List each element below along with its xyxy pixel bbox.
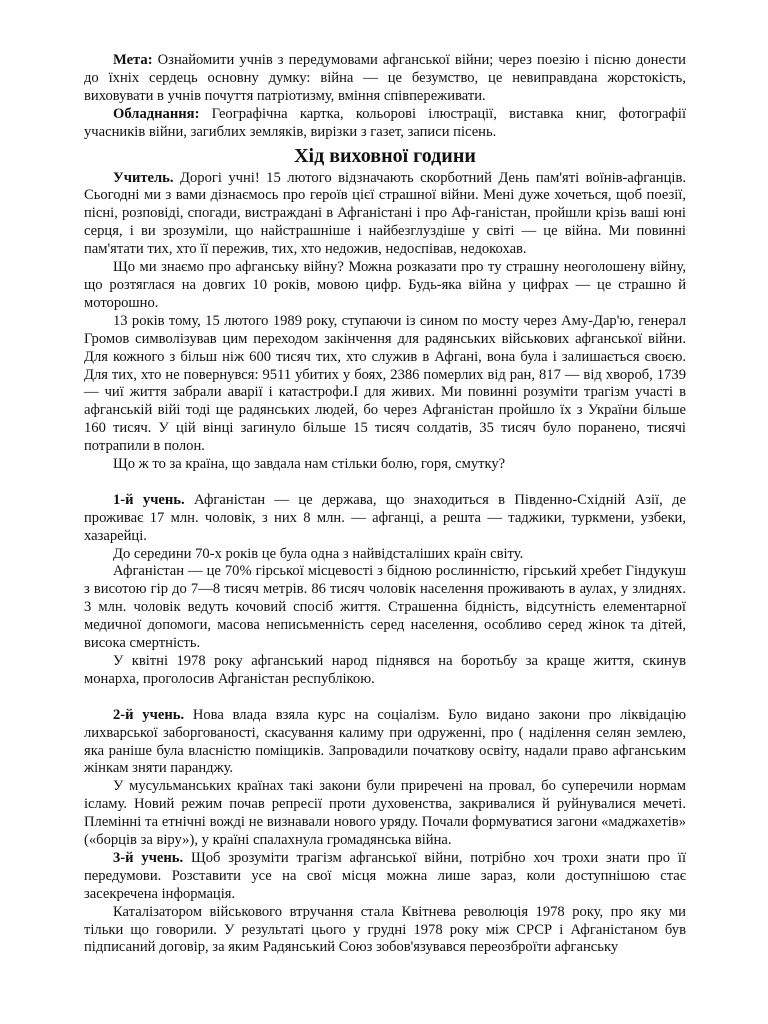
student3-text-1: Щоб зрозуміти трагізм афганської війни, потрібно хоч трохи знати про її передумови. Розставити усе на свої місця можна лише зараз, коли доступнішою стає засекречена інформація. (84, 849, 687, 902)
student2-text-1: Нова влада взяла курс на соціалізм. Було видано закони про ліквідацію лихварської заборгованості, скасування калиму при одруженні, про ( наділення селян землею, яка раніше була власністю поміщиків. Запровадили початкову освіту, надали право афганським жінкам зняти паранджу. (84, 706, 686, 777)
student1-paragraph-4: У квітні 1978 року афганський народ піднявся на боротьбу за краще життя, скинув монарха, проголосив Афганістан республікою. (84, 652, 686, 687)
student1-text-1: Афганістан — це держава, що знаходиться в Південно-Східній Азії, де проживає 17 млн. чоловік, з них 8 млн. — афганці, а решта — таджики, туркмени, узбеки, хазарейці. (84, 491, 686, 544)
section-title: Хід виховної години (294, 144, 476, 167)
student2-paragraph-2: У мусульманських країнах такі закони були приречені на провал, бо суперечили нормам ісламу. Новий режим почав репресії проти духовенства, закривалися й руйнувалися мечеті. Племінні та етнічні вожді не визнавали нового уряду. Почали формуватися загони «маджахетів» («борців за віру»), у країні спалахнула громадянська війна. (84, 778, 686, 849)
teacher-label: Учитель. (113, 169, 174, 186)
goal-paragraph (84, 52, 686, 106)
equipment-text: Географічна картка, кольорові ілюстрації, виставка книг, фотографії учасників війни, загиблих земляків, вирізки з газет, записи пісень. (84, 105, 686, 140)
teacher-paragraph-1 (84, 170, 686, 260)
teacher-paragraph-4: Що ж то за країна, що завдала нам стільки болю, горя, смутку? (113, 456, 506, 473)
equipment-label: Обладнання: (113, 105, 200, 122)
paragraph-gap (84, 689, 686, 707)
student1-paragraph-1 (84, 492, 686, 546)
student1-paragraph-3: Афганістан — це 70% гірської місцевості з бідною рослинністю, гірський хребет Гіндукуш з висотою гір до 7—8 тисяч метрів. 86 тисяч чоловік населення проживають в аулах, у злиднях. 3 млн. чоловік ведуть кочовий спосіб життя. Страшенна бідність, відсутність елементарної медичної допомоги, масова неписьменність серед населення, особливо серед жінок та дітей, висока смертність. (84, 563, 686, 652)
student1-paragraph-2: До середини 70-х років це була одна з найвідсталіших країн світу. (113, 545, 524, 562)
teacher-paragraph-3: 13 років тому, 15 лютого 1989 року, ступаючи із сином по мосту через Аму-Дар'ю, генерал Громов символізував цим переходом закінчення для радянських військових афганської війни. Для кожного з більш ніж 600 тисяч тих, хто служив в Афгані, вона була і залишається своєю. Для тих, хто не повернувся: 9511 убитих у боях, 2386 померлих від ран, 817 — від хвороб, 1739 — чиї життя забрали аварії і катастрофи.І для живих. Ми повинні розуміти трагізм участі в афганській війі тоді ще радянських людей, бо через Афганістан пройшло їх з України більше 160 тисяч. У цій вінці загинуло більше 15 тисяч солдатів, 35 тисяч було поранено, тисячі потрапили в полон. (84, 312, 686, 455)
teacher-paragraph-2: Що ми знаємо про афганську війну? Можна розказати про ту страшну неоголошену війну, що розтяглася на довгих 10 років, мовою цифр. Будь-яка війна у цифрах — це страшно й моторошно. (84, 259, 686, 311)
goal-text: Ознайомити учнів з передумовами афганської війни; через поезію і пісню донести до їхніх сердець основну думку: війна — це безумство, це невиправдана жорстокість, виховувати в учнів почуття патріотизму, вміння співпереживати. (84, 52, 686, 104)
student3-paragraph-2: Каталізатором військового втручання стала Квітнева революція 1978 року, про яку ми тільки що говорили. У результаті цього у грудні 1978 року між СРСР і Афганістаном був підписаний договір, за яким Радянський Союз зобов'язувався переозброїти афганську (84, 903, 686, 956)
document-page (84, 52, 686, 957)
student3-label: 3-й учень. (113, 849, 184, 866)
equipment-paragraph (84, 106, 686, 142)
goal-label: Мета: (113, 52, 153, 68)
paragraph-gap (84, 474, 686, 492)
student2-paragraph-1 (84, 707, 686, 779)
student2-label: 2-й учень. (113, 706, 185, 723)
student1-label: 1-й учень. (113, 491, 185, 508)
teacher-text-1: Дорогі учні! 15 лютого відзначають скорботний День пам'яті воїнів-афганців. Сьогодні ми з вами дізнаємось про героїв цієї страшної війни. Мені дуже хочеться, щоб поезії, пісні, розповіді, спогади, вистраждані в Афганістані і про Аф-ганістан, пройшли крізь ваші юні серця, і ви зрозуміли, що найстрашніше і найбезглуздіше у світі — це війна. Ми повинні пам'ятати тих, хто її пережив, тих, хто недожив, недоспівав, недокохав. (84, 169, 686, 258)
student3-paragraph-1 (84, 850, 686, 904)
